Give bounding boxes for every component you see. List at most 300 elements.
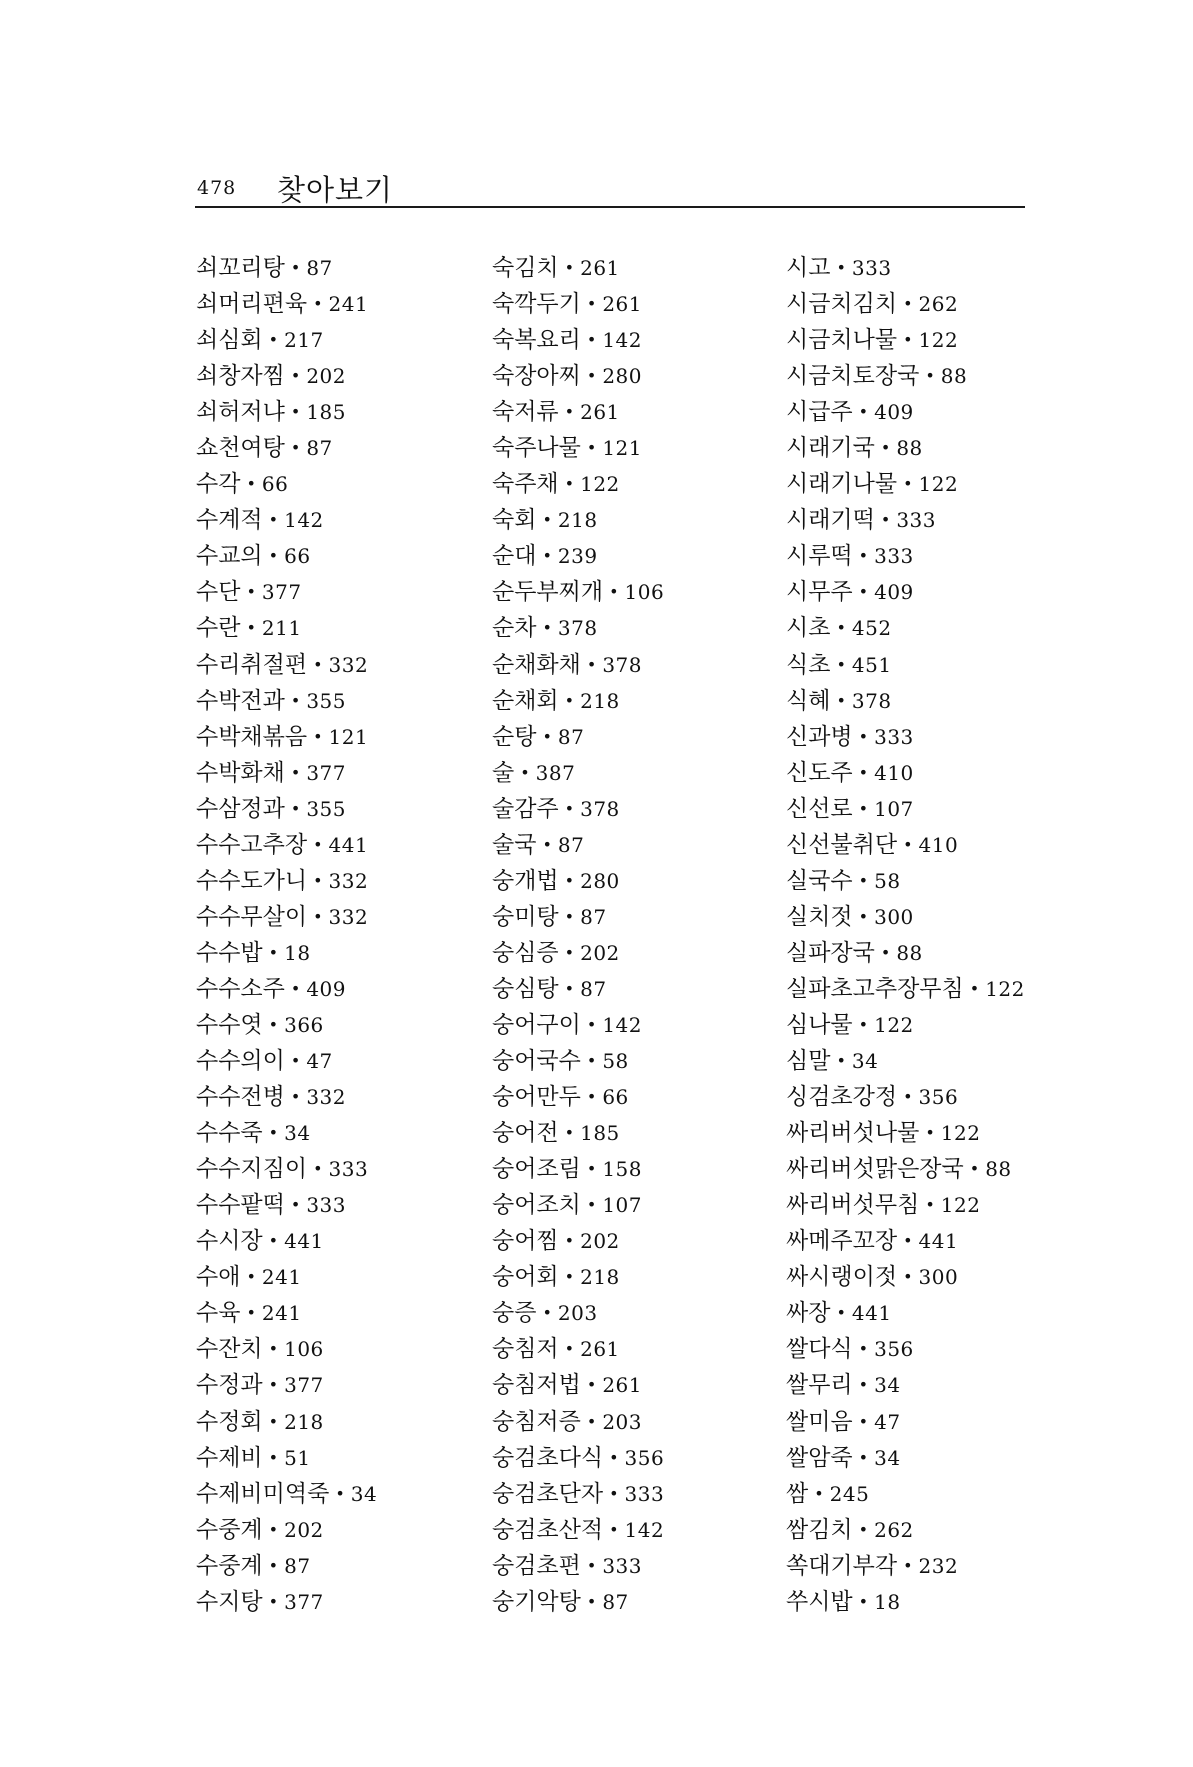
page-number: 478 <box>197 177 237 199</box>
index-entry <box>196 1043 526 1079</box>
index-page-number: 441 <box>851 1301 892 1326</box>
index-separator: • <box>246 1267 256 1287</box>
index-entry <box>492 755 822 791</box>
index-separator: • <box>290 402 301 422</box>
index-entry <box>196 322 526 358</box>
index-term: 숭심탕 <box>492 975 559 1002</box>
index-entry <box>492 430 822 466</box>
index-term: 숙장아찌 <box>492 363 581 390</box>
index-entry <box>786 430 1116 466</box>
index-separator: • <box>836 654 846 674</box>
index-term: 시초 <box>786 615 831 642</box>
index-term: 쌀암죽 <box>786 1444 853 1471</box>
index-term: 순대 <box>492 543 537 570</box>
index-entry <box>492 574 822 610</box>
index-separator: • <box>903 474 913 494</box>
index-separator: • <box>246 1303 256 1323</box>
index-term: 숙저류 <box>492 399 559 426</box>
index-term: 수교의 <box>196 543 263 570</box>
index-separator: • <box>268 1411 279 1431</box>
index-entry <box>492 1223 822 1259</box>
index-entry <box>786 647 1116 683</box>
index-separator: • <box>858 1411 869 1431</box>
index-entry <box>196 1007 526 1043</box>
index-separator: • <box>564 690 575 710</box>
index-page-number: 122 <box>580 472 620 497</box>
index-page-number: 261 <box>580 256 620 280</box>
index-entry <box>196 899 526 935</box>
index-term: 쌀미음 <box>786 1408 853 1435</box>
index-page-number: 218 <box>557 508 598 533</box>
index-term: 수수밥 <box>196 939 263 966</box>
index-separator: • <box>542 1303 552 1323</box>
index-page-number: 261 <box>602 1373 642 1398</box>
index-page-number: 333 <box>306 1193 346 1218</box>
index-separator: • <box>268 1014 279 1034</box>
index-term: 시무주 <box>786 579 853 606</box>
index-entry <box>492 899 822 935</box>
index-separator: • <box>290 366 301 386</box>
index-separator: • <box>903 1087 913 1107</box>
index-term: 싸리버섯나물 <box>786 1120 920 1147</box>
index-entry <box>196 250 526 286</box>
index-term: 숭어회 <box>492 1264 559 1291</box>
index-term: 시금치나물 <box>786 327 898 354</box>
index-separator: • <box>586 1087 597 1107</box>
index-page-number: 378 <box>602 652 642 677</box>
index-separator: • <box>858 1519 869 1539</box>
index-entry <box>492 1584 822 1620</box>
index-term: 숙김치 <box>492 255 559 281</box>
index-entry <box>786 1367 1116 1403</box>
index-entry <box>492 827 822 863</box>
index-separator: • <box>246 618 256 638</box>
index-entry <box>196 1404 526 1440</box>
index-separator: • <box>564 258 575 277</box>
index-page-number: 356 <box>918 1085 959 1110</box>
index-separator: • <box>313 654 323 674</box>
index-page-number: 34 <box>851 1049 879 1074</box>
index-page-number: 333 <box>896 508 936 533</box>
index-separator: • <box>542 726 552 746</box>
index-page-number: 218 <box>580 688 620 713</box>
index-page-number: 122 <box>985 976 1025 1001</box>
index-page-number: 300 <box>874 904 914 929</box>
index-entry <box>492 466 822 502</box>
index-term: 수수엿 <box>196 1011 263 1038</box>
index-separator: • <box>586 438 597 458</box>
index-separator: • <box>268 330 279 350</box>
index-separator: • <box>268 546 279 566</box>
index-page-number: 280 <box>580 868 620 893</box>
index-page-number: 122 <box>918 472 959 497</box>
index-page-number: 410 <box>918 832 959 857</box>
index-entry <box>786 1295 1116 1331</box>
index-separator: • <box>586 1014 597 1034</box>
index-entry <box>492 502 822 538</box>
index-term: 수수전병 <box>196 1084 285 1111</box>
index-term: 숙회 <box>492 507 537 534</box>
index-page-number: 409 <box>306 976 346 1001</box>
index-page-number: 377 <box>284 1589 324 1614</box>
index-separator: • <box>586 1159 597 1179</box>
index-entry <box>196 466 526 502</box>
index-term: 쇠꼬리탕 <box>196 255 285 281</box>
index-term: 실파장국 <box>786 939 875 966</box>
index-page-number: 333 <box>624 1481 665 1506</box>
index-term: 쇼천여탕 <box>196 435 285 462</box>
index-term: 수제비미역죽 <box>196 1480 330 1507</box>
index-separator: • <box>542 618 552 638</box>
index-separator: • <box>268 942 279 962</box>
index-separator: • <box>290 798 301 818</box>
index-separator: • <box>903 330 913 350</box>
index-separator: • <box>564 1123 575 1143</box>
index-separator: • <box>858 798 869 818</box>
index-page-number: 261 <box>580 1337 620 1362</box>
index-entry <box>786 1115 1116 1151</box>
index-term: 시래기국 <box>786 435 875 462</box>
index-entry <box>492 683 822 719</box>
index-page-number: 142 <box>602 1012 642 1037</box>
index-page-number: 18 <box>284 940 311 965</box>
index-page-number: 142 <box>284 508 324 533</box>
index-entry <box>786 538 1116 574</box>
index-separator: • <box>542 510 552 530</box>
index-separator: • <box>814 1483 824 1503</box>
index-page-number: 122 <box>874 1012 914 1037</box>
index-page-number: 87 <box>580 904 607 929</box>
index-term: 숭어국수 <box>492 1048 581 1075</box>
index-term: 수수지짐이 <box>196 1156 308 1183</box>
index-separator: • <box>858 1375 869 1395</box>
index-term: 싱검초강정 <box>786 1084 898 1111</box>
index-separator: • <box>542 834 552 854</box>
index-separator: • <box>290 690 301 710</box>
index-separator: • <box>858 1014 869 1034</box>
index-term: 쑤시밥 <box>786 1588 853 1615</box>
index-separator: • <box>313 870 323 890</box>
index-page-number: 122 <box>940 1121 981 1146</box>
index-separator: • <box>880 438 891 458</box>
index-term: 숙깍두기 <box>492 291 581 318</box>
index-entry <box>196 1151 526 1187</box>
index-separator: • <box>564 1231 575 1251</box>
index-entry <box>786 394 1116 430</box>
index-entry <box>492 971 822 1007</box>
index-entry <box>196 1079 526 1115</box>
index-term: 신과병 <box>786 723 853 750</box>
index-entry <box>196 1295 526 1331</box>
index-entry <box>492 791 822 827</box>
index-separator: • <box>586 1411 597 1431</box>
index-entry <box>196 1187 526 1223</box>
index-term: 숭검초편 <box>492 1552 581 1579</box>
index-entry <box>492 935 822 971</box>
index-entry <box>492 286 822 322</box>
index-term: 시금치토장국 <box>786 363 920 390</box>
index-separator: • <box>520 762 530 782</box>
index-separator: • <box>564 870 575 890</box>
index-separator: • <box>268 1123 279 1143</box>
index-term: 시래기나물 <box>786 471 898 498</box>
index-entry <box>196 791 526 827</box>
index-page-number: 66 <box>284 544 311 569</box>
index-page-number: 202 <box>306 364 346 389</box>
index-term: 쌈김치 <box>786 1516 853 1543</box>
index-page-number: 356 <box>874 1337 914 1362</box>
index-page-number: 355 <box>306 688 346 713</box>
index-term: 신선로 <box>786 795 853 822</box>
index-term: 시루떡 <box>786 543 853 570</box>
index-term: 수수무살이 <box>196 903 308 930</box>
index-separator: • <box>246 582 256 602</box>
index-separator: • <box>564 906 575 926</box>
index-term: 숭검초산적 <box>492 1516 604 1543</box>
index-term: 식초 <box>786 651 831 678</box>
index-page-number: 241 <box>261 1265 302 1290</box>
index-entry <box>492 1007 822 1043</box>
index-term: 수단 <box>196 579 241 606</box>
index-entry <box>492 1259 822 1295</box>
index-separator: • <box>313 294 323 314</box>
index-entry <box>196 430 526 466</box>
index-separator: • <box>290 258 301 277</box>
index-entry <box>196 358 526 394</box>
index-page-number: 34 <box>874 1445 901 1470</box>
index-separator: • <box>564 942 575 962</box>
index-page-number: 158 <box>602 1157 642 1182</box>
index-page-number: 241 <box>328 292 369 317</box>
index-separator: • <box>858 726 869 746</box>
index-entry <box>786 755 1116 791</box>
index-term: 쇠심회 <box>196 327 263 354</box>
index-entry <box>492 1512 822 1548</box>
index-page-number: 202 <box>580 940 620 965</box>
index-entry <box>786 574 1116 610</box>
index-term: 숭검초단자 <box>492 1480 604 1507</box>
index-separator: • <box>268 510 279 530</box>
index-page-number: 47 <box>306 1049 333 1074</box>
index-entry <box>196 719 526 755</box>
index-separator: • <box>564 978 575 998</box>
index-term: 숙복요리 <box>492 327 581 354</box>
index-page-number: 217 <box>284 328 324 353</box>
index-term: 실치젓 <box>786 903 853 930</box>
index-separator: • <box>290 1051 301 1071</box>
index-page-number: 332 <box>328 868 369 893</box>
index-term: 숭어전 <box>492 1120 559 1147</box>
index-entry <box>196 647 526 683</box>
index-term: 숙주채 <box>492 471 559 498</box>
index-page-number: 333 <box>602 1553 642 1578</box>
index-entry <box>492 1187 822 1223</box>
index-term: 싸시랭이젓 <box>786 1264 898 1291</box>
index-entry <box>196 1584 526 1620</box>
index-term: 수수죽 <box>196 1120 263 1147</box>
index-page-number: 88 <box>940 364 968 389</box>
index-entry <box>492 1367 822 1403</box>
index-term: 순두부찌개 <box>492 579 604 606</box>
index-term: 수리취절편 <box>196 651 308 678</box>
index-separator: • <box>313 1159 323 1179</box>
index-separator: • <box>586 1375 597 1395</box>
index-separator: • <box>836 618 846 638</box>
index-page-number: 121 <box>602 436 642 461</box>
index-separator: • <box>564 798 575 818</box>
index-term: 쇠머리편육 <box>196 291 308 318</box>
index-term: 수수소주 <box>196 975 285 1002</box>
index-entry <box>492 1476 822 1512</box>
index-separator: • <box>586 330 597 350</box>
index-page-number: 142 <box>624 1517 665 1542</box>
index-page-number: 88 <box>896 436 923 461</box>
index-term: 순채회 <box>492 687 559 714</box>
index-term: 수란 <box>196 615 241 642</box>
index-entry <box>196 286 526 322</box>
index-separator: • <box>268 1375 279 1395</box>
index-term: 실파초고추장무침 <box>786 975 964 1002</box>
index-term: 숭개법 <box>492 867 559 894</box>
index-term: 숭기악탕 <box>492 1588 581 1615</box>
index-page-number: 241 <box>261 1301 302 1326</box>
index-page-number: 333 <box>874 724 914 749</box>
index-term: 수제비 <box>196 1444 263 1471</box>
index-term: 수수팥떡 <box>196 1192 285 1219</box>
index-separator: • <box>925 1195 935 1215</box>
index-entry <box>492 358 822 394</box>
index-term: 수중계 <box>196 1552 263 1579</box>
index-separator: • <box>858 1447 869 1467</box>
index-term: 수정과 <box>196 1372 263 1399</box>
index-term: 숭침저 <box>492 1336 559 1363</box>
index-separator: • <box>925 1123 935 1143</box>
index-separator: • <box>586 1555 597 1575</box>
index-page-number: 262 <box>918 292 959 317</box>
index-term: 수박화채 <box>196 759 285 786</box>
index-entry <box>786 863 1116 899</box>
index-entry <box>492 1548 822 1584</box>
index-separator: • <box>268 1591 279 1611</box>
index-separator: • <box>586 1195 597 1215</box>
index-term: 숭미탕 <box>492 903 559 930</box>
index-separator: • <box>564 1339 575 1359</box>
index-entry <box>196 755 526 791</box>
index-entry <box>196 1259 526 1295</box>
index-page-number: 122 <box>918 328 959 353</box>
index-term: 수수도가니 <box>196 867 308 894</box>
index-entry <box>786 1548 1116 1584</box>
index-entry <box>786 827 1116 863</box>
index-separator: • <box>313 726 323 746</box>
index-term: 수육 <box>196 1300 241 1327</box>
index-separator: • <box>858 762 869 782</box>
index-entry <box>786 935 1116 971</box>
index-entry <box>492 394 822 430</box>
index-page-number: 202 <box>284 1517 324 1542</box>
index-page-number: 211 <box>261 616 302 641</box>
index-page-number: 185 <box>580 1121 620 1146</box>
index-entry <box>786 1043 1116 1079</box>
index-term: 시금치김치 <box>786 291 898 318</box>
page-header <box>195 160 1025 208</box>
index-entry <box>786 1187 1116 1223</box>
index-page-number: 409 <box>874 400 914 425</box>
index-page-number: 34 <box>284 1121 311 1146</box>
index-page-number: 261 <box>602 292 642 317</box>
index-page-number: 142 <box>602 328 642 353</box>
index-entry <box>786 1584 1116 1620</box>
index-separator: • <box>609 1483 619 1503</box>
index-term: 심말 <box>786 1048 831 1075</box>
index-entry <box>196 574 526 610</box>
index-term: 싸장 <box>786 1300 831 1327</box>
index-separator: • <box>969 1159 980 1179</box>
index-entry <box>492 1404 822 1440</box>
index-separator: • <box>586 294 597 314</box>
index-page-number: 333 <box>851 256 892 280</box>
index-separator: • <box>246 474 256 494</box>
index-page-number: 202 <box>580 1229 620 1254</box>
index-page-number: 333 <box>874 544 914 569</box>
index-page-number: 203 <box>602 1409 642 1434</box>
index-term: 시급주 <box>786 399 853 426</box>
index-separator: • <box>290 762 301 782</box>
index-page-number: 87 <box>602 1589 629 1614</box>
index-separator: • <box>313 906 323 926</box>
index-term: 숭어조림 <box>492 1156 581 1183</box>
index-separator: • <box>858 582 869 602</box>
index-page-number: 218 <box>284 1409 324 1434</box>
index-entry <box>786 683 1116 719</box>
index-page-number: 34 <box>350 1481 378 1506</box>
index-page-number: 66 <box>602 1085 629 1110</box>
index-separator: • <box>836 690 846 710</box>
index-separator: • <box>836 1051 846 1071</box>
index-page-number: 332 <box>328 652 369 677</box>
index-entry <box>786 466 1116 502</box>
index-separator: • <box>564 474 575 494</box>
index-entry <box>786 899 1116 935</box>
index-separator: • <box>969 978 980 998</box>
index-entry <box>196 1223 526 1259</box>
index-term: 숭침저증 <box>492 1408 581 1435</box>
index-term: 쇠허저냐 <box>196 399 285 426</box>
index-page-number: 441 <box>918 1229 959 1254</box>
index-separator: • <box>268 1519 279 1539</box>
index-page-number: 218 <box>580 1265 620 1290</box>
index-term: 술국 <box>492 831 537 858</box>
index-page-number: 121 <box>328 724 369 749</box>
page-title: 찾아보기 <box>277 173 394 207</box>
index-entry <box>492 250 822 286</box>
index-separator: • <box>542 546 552 566</box>
index-term: 수삼정과 <box>196 795 285 822</box>
index-separator: • <box>564 402 575 422</box>
index-page-number: 106 <box>284 1337 324 1362</box>
index-separator: • <box>290 1195 301 1215</box>
index-separator: • <box>586 366 597 386</box>
index-entry <box>786 358 1116 394</box>
index-term: 심나물 <box>786 1011 853 1038</box>
index-separator: • <box>880 510 891 530</box>
index-term: 숭어만두 <box>492 1084 581 1111</box>
index-page-number: 58 <box>602 1049 629 1074</box>
index-separator: • <box>858 1339 869 1359</box>
index-separator: • <box>836 258 846 277</box>
index-entry <box>196 610 526 646</box>
index-entry <box>196 683 526 719</box>
